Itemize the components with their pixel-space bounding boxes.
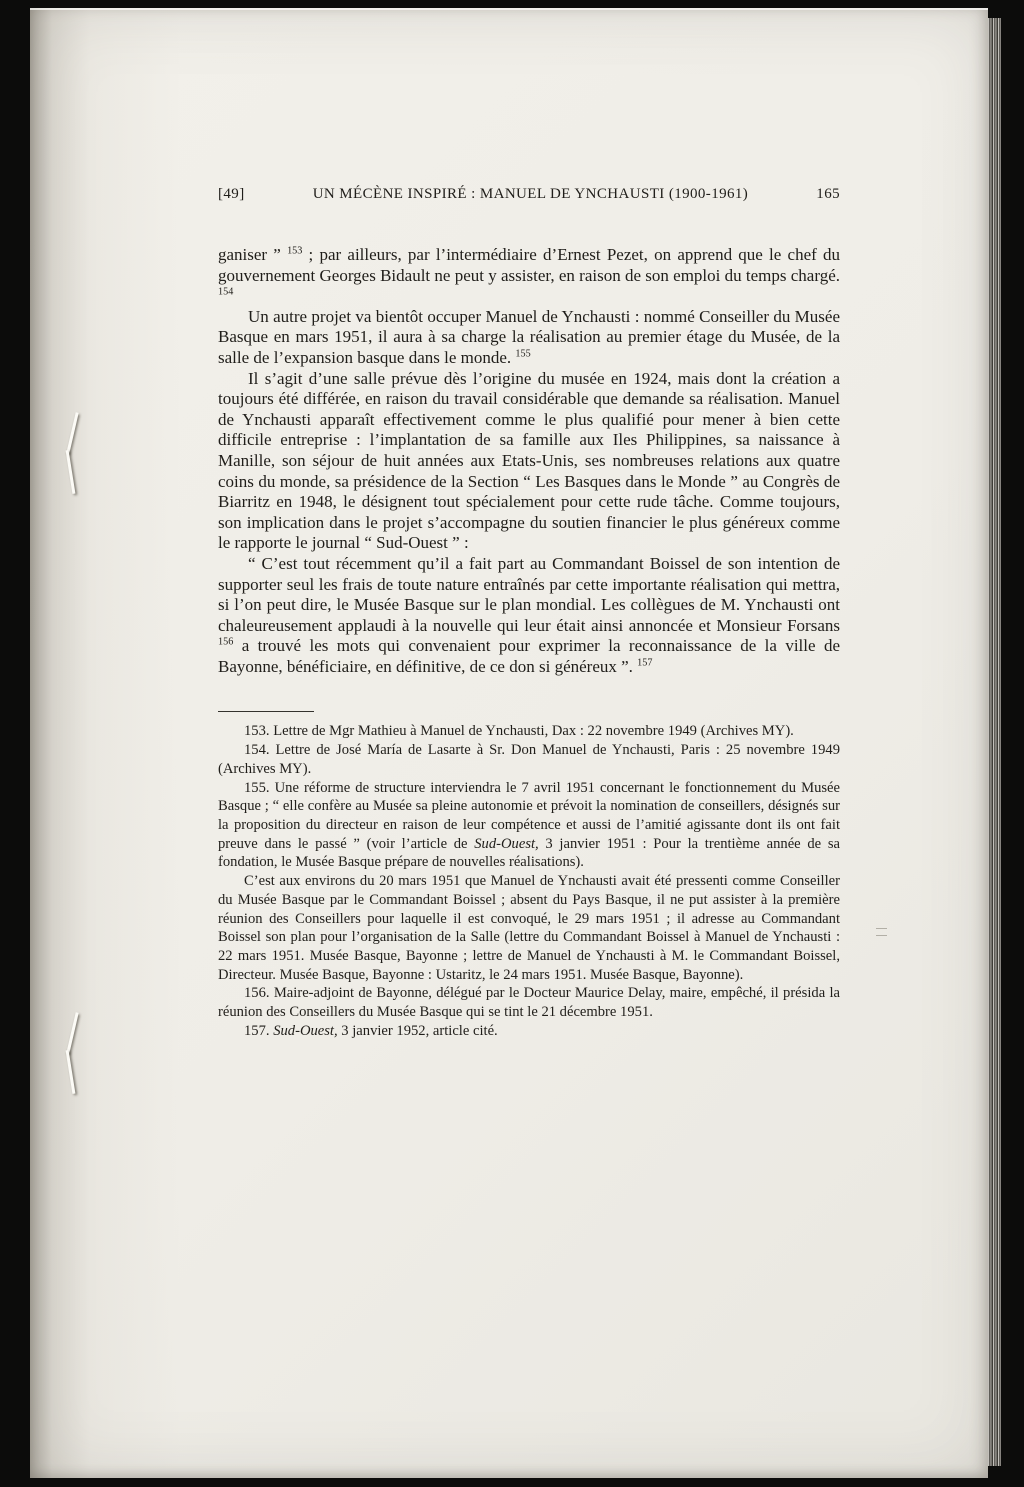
text-run: a trouvé les mots qui convenaient pour exprimer la reconnaissance de la ville de Bayonne, bénéficiaire, en définitive, de ce don si généreux ”. <box>218 636 840 676</box>
text-run: 153. Lettre de Mgr Mathieu à Manuel de Ynchausti, Dax : 22 novembre 1949 (Archives MY). <box>244 723 794 740</box>
footnote-ref: 155 <box>515 348 531 360</box>
text-run: 156. Maire-adjoint de Bayonne, délégué par le Docteur Maurice Delay, maire, empêché, il présida la réunion des Conseillers du Musée Basque qui se tint le 21 décembre 1951. <box>218 985 840 1021</box>
text-run: Il s’agit d’une salle prévue dès l’origine du musée en 1924, mais dont la création a toujours été différée, en raison du travail considérable que demande sa réalisation. Manuel de Ynchausti apparaît effectivement comme le plus qualifié pour mener à bien cette difficile entreprise : l’implantation de sa famille aux Iles Philippines, sa naissance à Manille, son séjour de huit années aux Etats-Unis, ses nombreuses relations aux quatre coins du monde, sa présidence de la Section “ Les Basques dans le Monde ” au Congrès de Biarritz en 1948, le désignent tout spécialement pour cette rude tâche. Comme toujours, son implication dans le projet s’accompagne du soutien financier le plus généreux comme le rapporte le journal “ Sud-Ouest ” : <box>218 368 840 553</box>
text-run: C’est aux environs du 20 mars 1951 que Manuel de Ynchausti avait été pressenti comme Conseiller du Musée Basque par le Commandant Boissel ; absent du Pays Basque, il ne put assister à la première réunion des Conseillers pour laquelle il est convoqué, le 29 mars 1951 ; il adresse au Commandant Boissel son plan pour l’organisation de la Salle (lettre du Commandant Boissel à Manuel de Ynchausti : 22 mars 1951. Musée Basque, Bayonne ; lettre de Manuel de Ynchausti à M. le Commandant Boissel, Directeur. Musée Basque, Bayonne : Ustaritz, le 24 mars 1951. Musée Basque, Bayonne). <box>218 873 840 983</box>
footnotes <box>218 722 840 1040</box>
page-edge-stack <box>988 18 1001 1466</box>
text-run: 155. Une réforme de structure interviendra le 7 avril 1951 concernant le fonctionnement du Musée Basque ; “ elle confère au Musée sa pleine autonomie et prévoit la nomination de conseillers, désignés sur la proposition du directeur en raison de leur compétence et aussi de l’amitié agissante dont ils ont fait preuve dans le passé ” (voir l’article de <box>218 779 840 852</box>
page-content <box>218 186 840 1040</box>
footnote-157 <box>218 1022 840 1041</box>
footnote-155-part-1 <box>218 779 840 873</box>
section-number: [49] <box>218 186 245 202</box>
body-text <box>218 245 840 677</box>
footnote-156 <box>218 984 840 1021</box>
page-number: 165 <box>816 186 840 202</box>
margin-mark <box>876 928 887 936</box>
body-paragraph-1 <box>218 245 840 307</box>
running-title: UN MÉCÈNE INSPIRÉ : MANUEL DE YNCHAUSTI (1900-1961) <box>312 186 749 202</box>
page-paper <box>30 8 988 1478</box>
footnote-ref: 156 <box>218 636 234 648</box>
text-run: Sud-Ouest, <box>474 835 539 852</box>
footnote-ref: 153 <box>287 245 303 257</box>
footnote-154 <box>218 741 840 778</box>
running-head <box>218 186 840 203</box>
text-run: 3 janvier 1952, article cité. <box>337 1022 498 1039</box>
staple-bottom <box>64 1012 80 1094</box>
text-run: ; par ailleurs, par l’intermédiaire d’Ernest Pezet, on apprend que le chef du gouvernement Georges Bidault ne peut y assister, en raison de son emploi du temps chargé. <box>218 245 840 285</box>
footnote-153 <box>218 722 840 741</box>
text-run: 157. <box>244 1022 274 1039</box>
text-run: “ C’est tout récemment qu’il a fait part au Commandant Boissel de son intention de supporter seul les frais de toute nature entraînés par cette importante réalisation qui mettra, si l’on peut dire, le Musée Basque sur le plan mondial. Les collègues de M. Ynchausti ont chaleureusement applaudi à la nouvelle qui leur était ainsi annoncée et Monsieur Forsans <box>218 553 840 635</box>
text-run: 154. Lettre de José María de Lasarte à Sr. Don Manuel de Ynchausti, Paris : 25 novembre 1949 (Archives MY). <box>218 742 840 777</box>
body-paragraph-2 <box>218 307 840 369</box>
body-paragraph-4 <box>218 554 840 678</box>
footnote-ref: 157 <box>637 657 653 669</box>
footnote-rule <box>218 711 314 712</box>
text-run: Un autre projet va bientôt occuper Manuel de Ynchausti : nommé Conseiller du Musée Basque en mars 1951, il aura à sa charge la réalisation au premier étage du Musée, de la salle de l’expansion basque dans le monde. <box>218 306 840 367</box>
text-run: ganiser ” <box>218 245 288 264</box>
text-run: 3 janvier 1951 : Pour la trentième année de sa fondation, le Musée Basque prépare de nouvelles réalisations). <box>218 835 840 871</box>
body-paragraph-3 <box>218 369 840 554</box>
text-run: Sud-Ouest, <box>273 1022 338 1039</box>
footnote-155-part-2 <box>218 872 840 984</box>
staple-top <box>64 412 80 494</box>
footnote-ref: 154 <box>218 286 234 298</box>
